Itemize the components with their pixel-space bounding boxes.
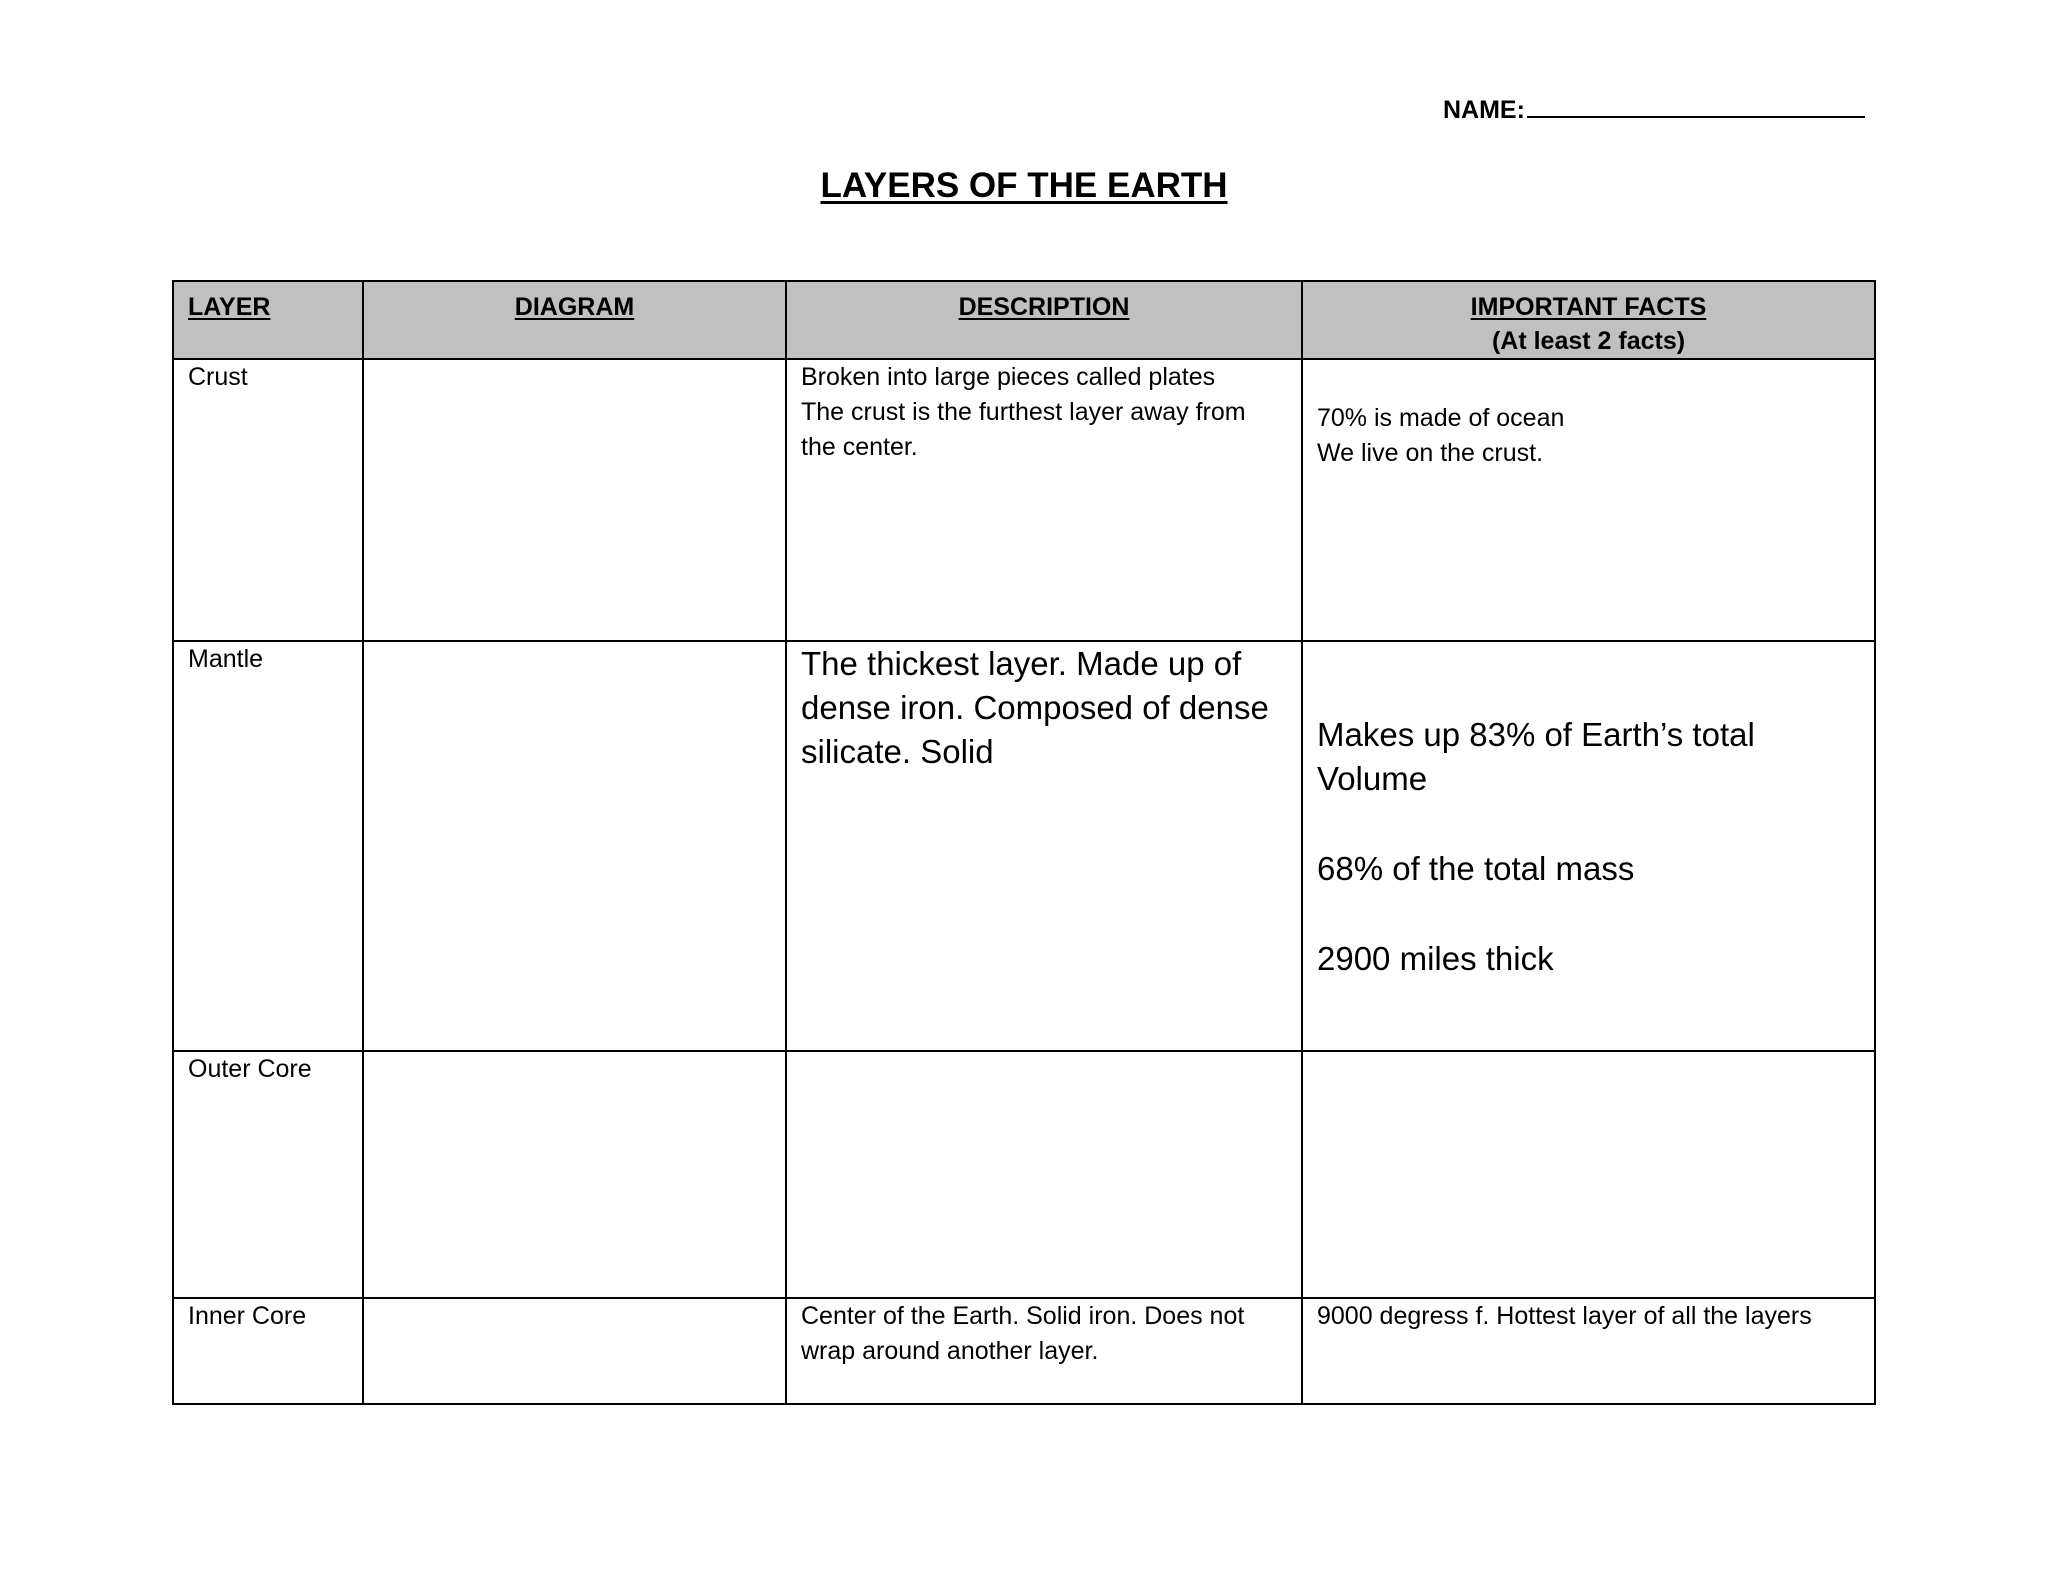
name-label: NAME:	[1443, 96, 1525, 124]
name-blank-line	[1527, 92, 1865, 118]
crust-fact: 70% is made of ocean	[1317, 404, 1565, 432]
facts-header-title: IMPORTANT FACTS	[1470, 293, 1707, 321]
facts-header-subtitle: (At least 2 facts)	[1491, 327, 1686, 355]
name-field	[1443, 92, 1865, 125]
facts-cell-crust	[1302, 359, 1875, 641]
mantle-fact: Makes up 83% of Earth’s total Volume	[1317, 716, 1755, 797]
crust-description-line: Broken into large pieces called plates	[801, 363, 1216, 391]
column-header-diagram: DIAGRAM	[363, 281, 786, 359]
mantle-fact: 2900 miles thick	[1317, 940, 1554, 977]
column-header-layer: LAYER	[173, 281, 363, 359]
table-row-crust	[173, 359, 1875, 641]
description-cell-mantle	[786, 641, 1302, 1051]
mantle-description: The thickest layer. Made up of dense iron. Composed of dense silicate. Solid	[801, 645, 1269, 770]
page-title	[0, 166, 2048, 206]
table-row-mantle	[173, 641, 1875, 1051]
layer-name-outer-core: Outer Core	[173, 1051, 363, 1298]
layer-name-mantle: Mantle	[173, 641, 363, 1051]
layer-name-crust: Crust	[173, 359, 363, 641]
diagram-cell-outer-core	[363, 1051, 786, 1298]
mantle-fact: 68% of the total mass	[1317, 850, 1635, 887]
facts-cell-inner-core	[1302, 1298, 1875, 1404]
layer-name-inner-core: Inner Core	[173, 1298, 363, 1404]
description-cell-inner-core	[786, 1298, 1302, 1404]
column-header-description: DESCRIPTION	[786, 281, 1302, 359]
description-cell-crust	[786, 359, 1302, 641]
description-cell-outer-core	[786, 1051, 1302, 1298]
facts-cell-outer-core	[1302, 1051, 1875, 1298]
table-header-row	[173, 281, 1875, 359]
table-row-inner-core	[173, 1298, 1875, 1404]
facts-cell-mantle	[1302, 641, 1875, 1051]
inner-core-description: Center of the Earth. Solid iron. Does not wrap around another layer.	[801, 1302, 1245, 1365]
diagram-cell-mantle	[363, 641, 786, 1051]
diagram-cell-inner-core	[363, 1298, 786, 1404]
table-row-outer-core	[173, 1051, 1875, 1298]
crust-fact: We live on the crust.	[1317, 439, 1544, 467]
column-header-facts	[1302, 281, 1875, 359]
inner-core-fact: 9000 degress f. Hottest layer of all the layers	[1317, 1302, 1812, 1330]
diagram-cell-crust	[363, 359, 786, 641]
crust-description-line: The crust is the furthest layer away from the center.	[801, 398, 1246, 461]
page-title-text: LAYERS OF THE EARTH	[820, 166, 1228, 205]
layers-table	[172, 280, 1876, 1405]
